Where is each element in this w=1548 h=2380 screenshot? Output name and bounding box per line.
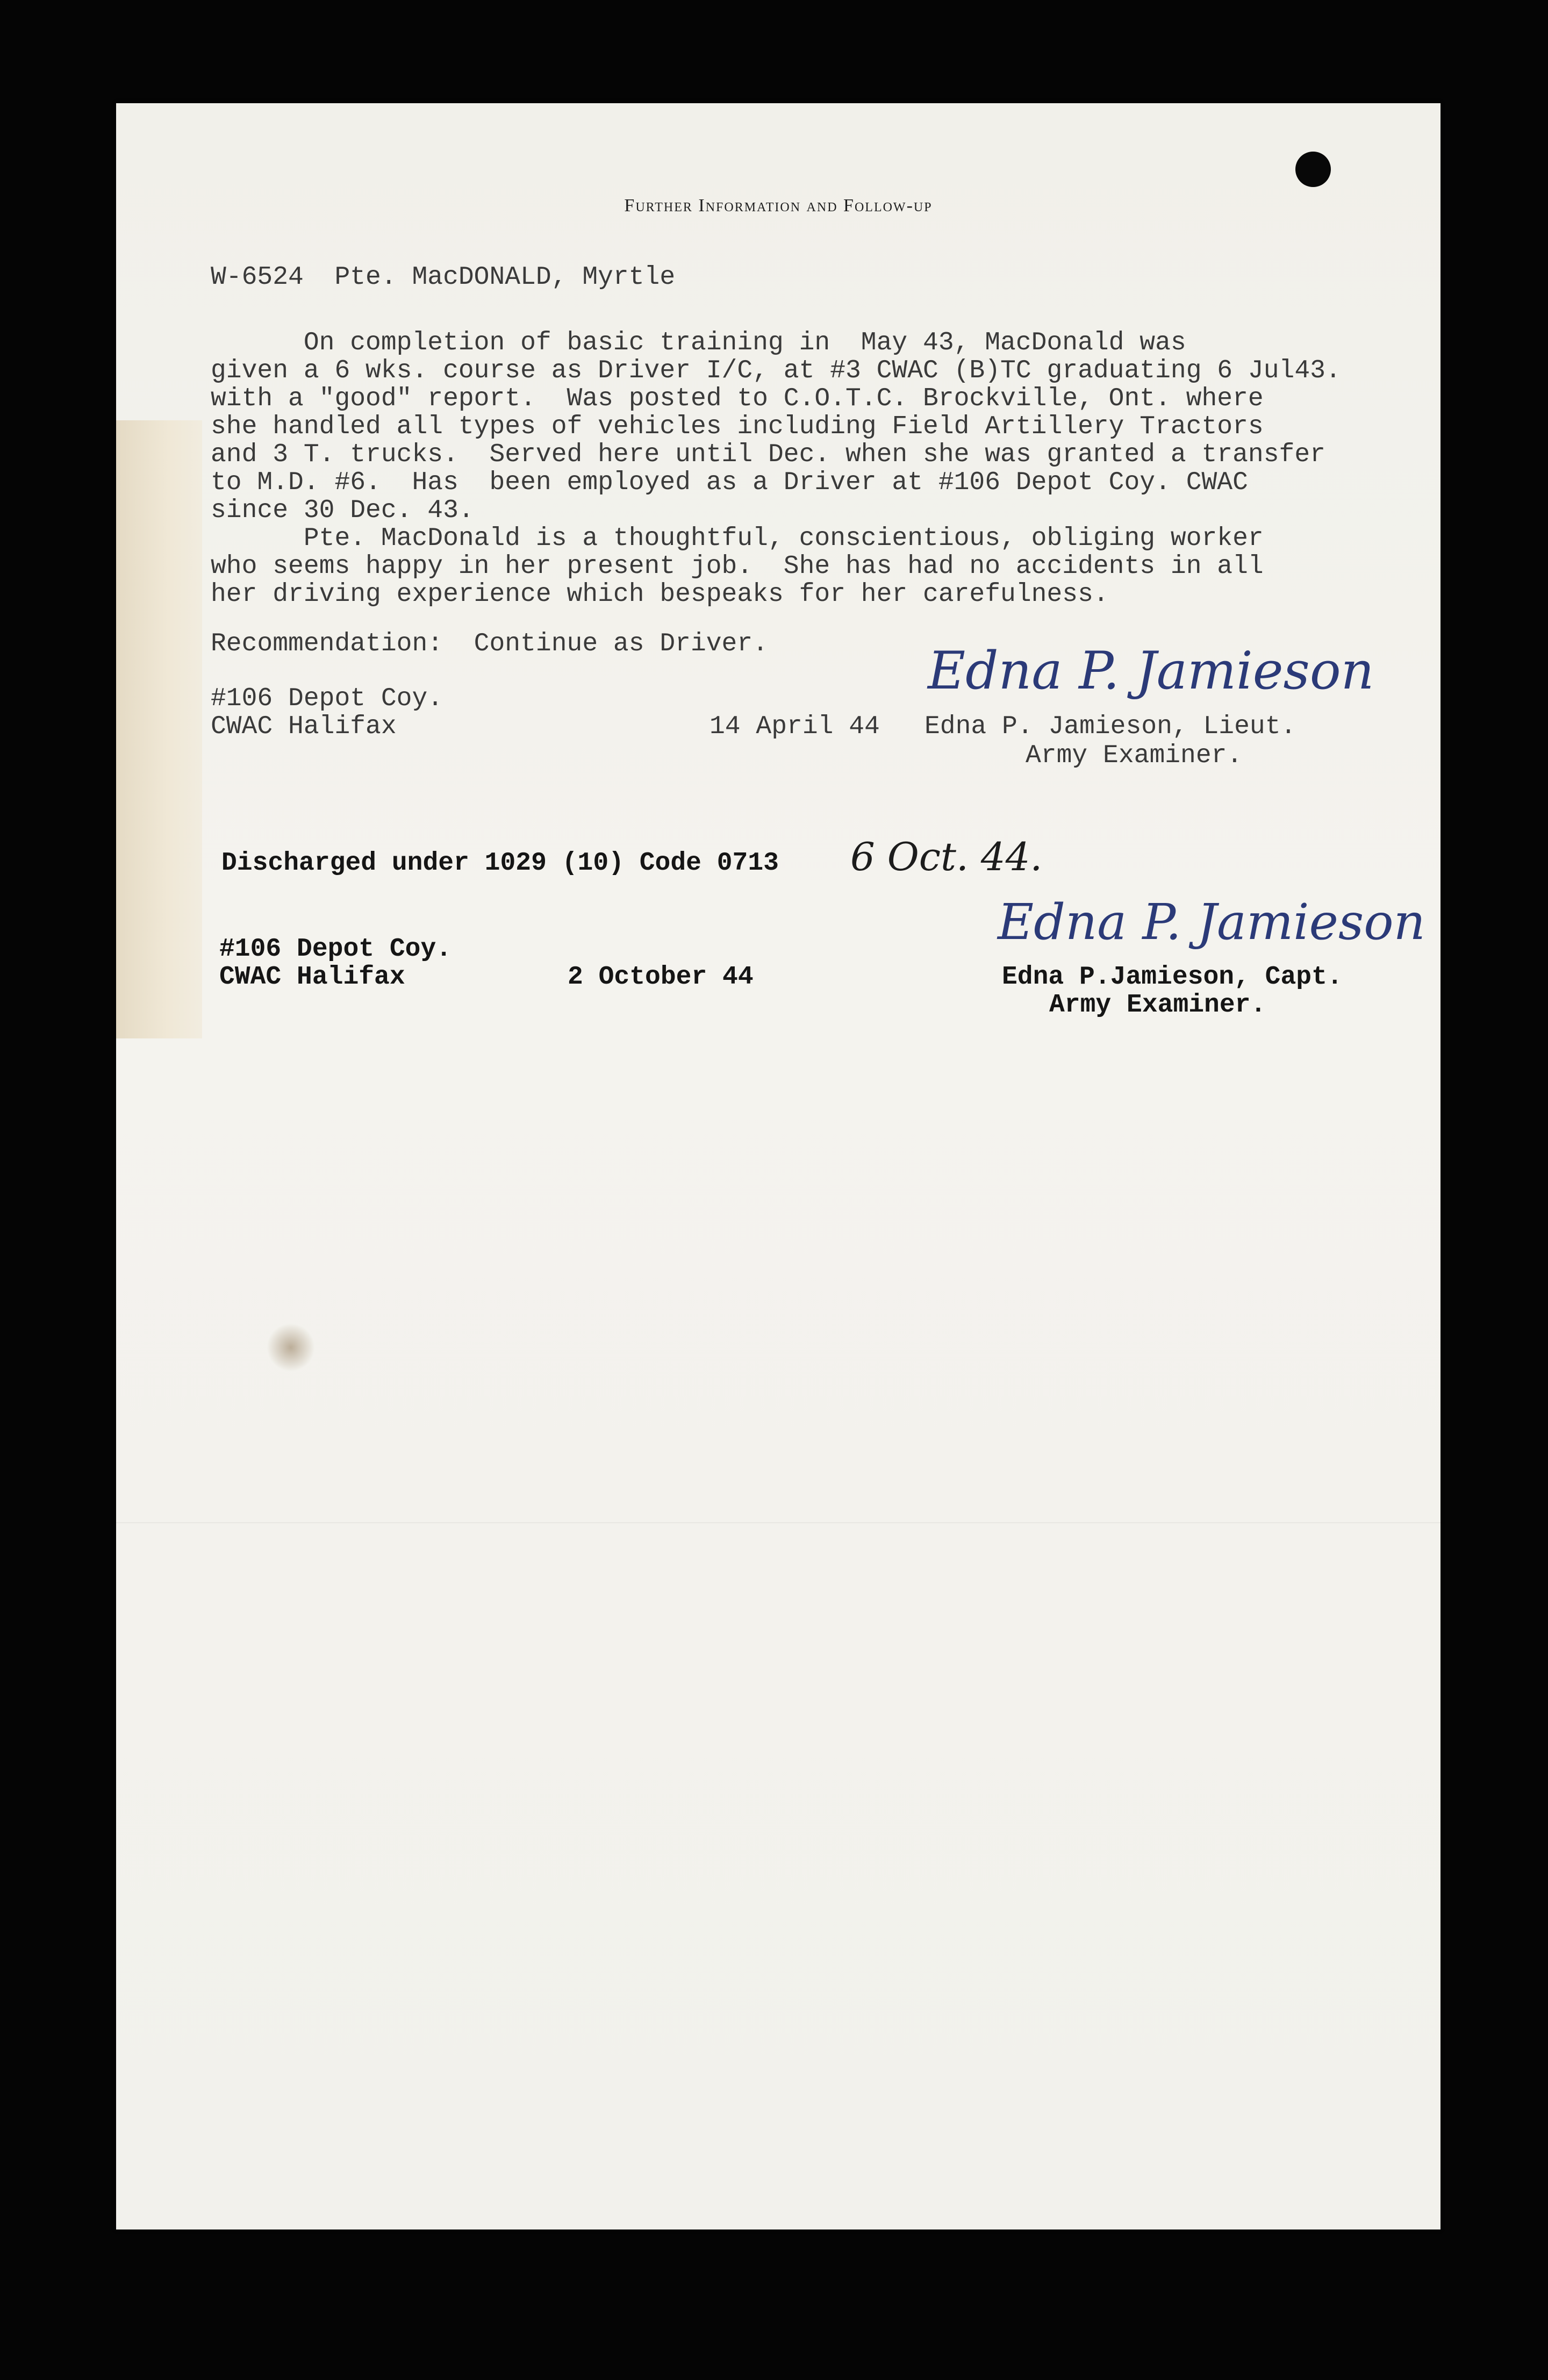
examiner-name: Edna P.Jamieson, Capt. [1002, 963, 1343, 992]
examiner-title: Army Examiner. [1049, 991, 1266, 1020]
report-line: who seems happy in her present job. She has had no accidents in all [211, 552, 1264, 581]
form-heading: Further Information and Follow-up [624, 196, 933, 216]
report-line: given a 6 wks. course as Driver I/C, at #3 CWAC (B)TC graduating 6 Jul43. [211, 356, 1341, 385]
unit-line-2: CWAC Halifax [219, 963, 405, 992]
recommendation: Recommendation: Continue as Driver. [211, 629, 768, 658]
handwritten-date: 6 Oct. 44. [850, 834, 1043, 879]
report-line: her driving experience which bespeaks for her carefulness. [211, 580, 1109, 609]
entry-date: 14 April 44 [710, 712, 880, 741]
fold-line [116, 1522, 1440, 1523]
tape-residue [116, 420, 202, 1038]
discharge-note: Discharged under 1029 (10) Code 0713 [221, 849, 779, 878]
examiner-title: Army Examiner. [1026, 741, 1243, 770]
report-paragraph [211, 329, 1425, 608]
document-page [116, 103, 1440, 2230]
examiner-signature: Edna P. Jamieson [998, 893, 1425, 951]
report-line: since 30 Dec. 43. [211, 496, 474, 525]
punch-hole [1295, 152, 1331, 187]
unit-line-1: #106 Depot Coy. [219, 935, 452, 964]
unit-line-2: CWAC Halifax [211, 712, 397, 741]
report-line: and 3 T. trucks. Served here until Dec. when she was granted a transfer [211, 440, 1325, 469]
report-line: she handled all types of vehicles including Field Artillery Tractors [211, 412, 1264, 441]
entry-date: 2 October 44 [568, 963, 754, 992]
examiner-signature: Edna P. Jamieson [928, 641, 1374, 701]
report-line: On completion of basic training in May 43, MacDonald was [211, 328, 1186, 357]
service-number-name: W-6524 Pte. MacDONALD, Myrtle [211, 263, 676, 292]
report-line: Pte. MacDonald is a thoughtful, conscientious, obliging worker [211, 524, 1264, 553]
examiner-name: Edna P. Jamieson, Lieut. [924, 712, 1296, 741]
unit-line-1: #106 Depot Coy. [211, 684, 443, 713]
report-line: with a "good" report. Was posted to C.O.T.C. Brockville, Ont. where [211, 384, 1264, 413]
paper-stain [267, 1323, 315, 1372]
report-line: to M.D. #6. Has been employed as a Driver at #106 Depot Coy. CWAC [211, 468, 1248, 497]
